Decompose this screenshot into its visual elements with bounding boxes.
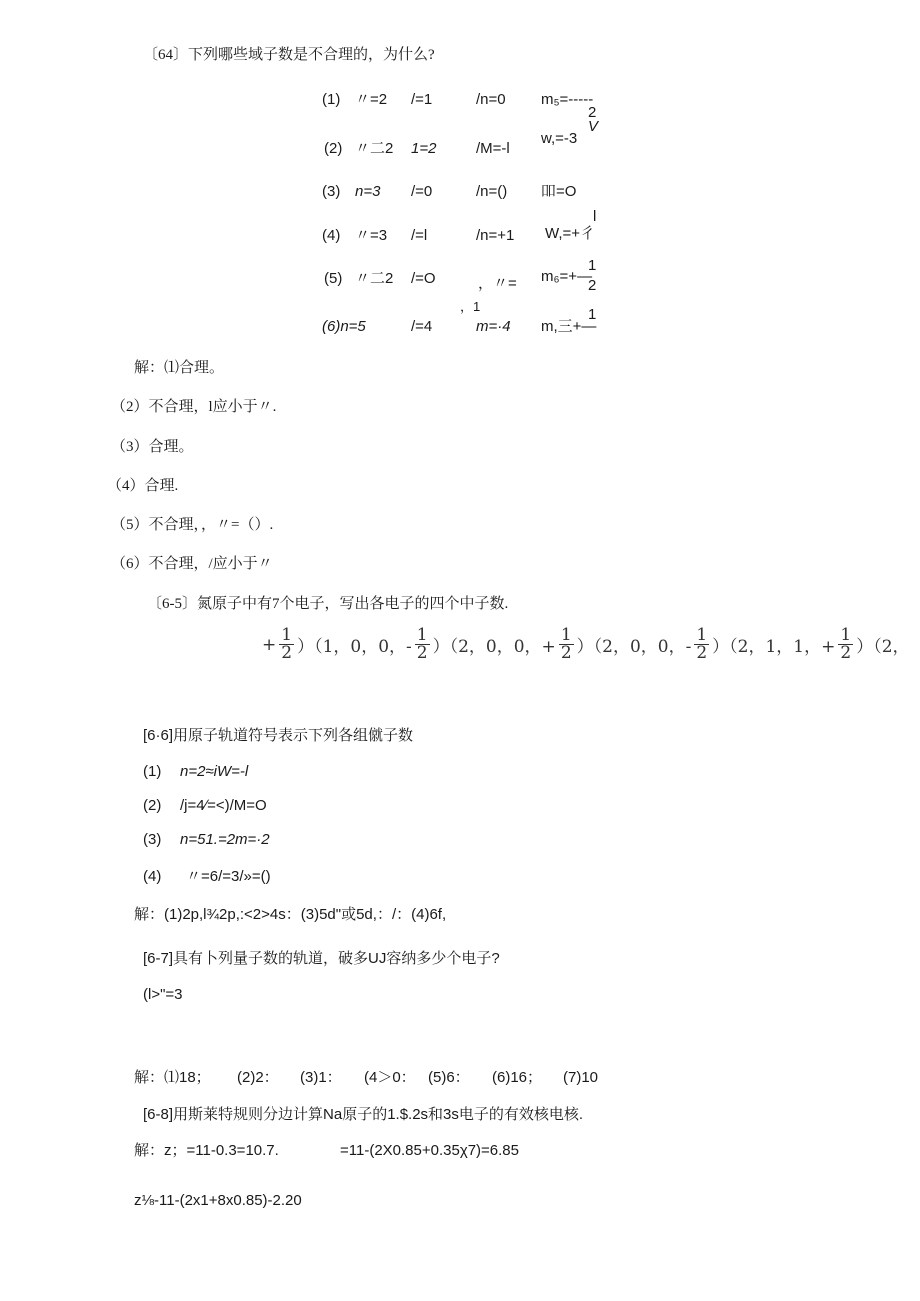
q64-r4-c2: 〃=3: [355, 227, 388, 244]
q64-r4-c4: /n=+1: [476, 227, 515, 244]
q64-answer-3: （3）合理。: [111, 439, 194, 455]
q64-answer-5: （5）不合理，，〃=（）.: [111, 517, 274, 533]
q67-answer-4: (4＞0：: [364, 1069, 416, 1086]
q64-r3-c3: /=0: [411, 183, 433, 200]
q64-r3-c5: 吅=O: [541, 183, 577, 200]
q64-r3-c2: n=3: [355, 183, 381, 200]
q65-seg4-den: 2: [696, 643, 708, 663]
q64-r6-c1: (6)n=5: [322, 318, 366, 335]
q64-answer-2: （2）不合理，l应小于〃.: [111, 399, 277, 415]
q67-answer-6: (6)16；: [492, 1069, 543, 1086]
q66-item4-text: 〃=6/=3/»=(): [186, 868, 271, 885]
q65-seg2-den: 2: [416, 643, 428, 663]
q64-r5-c5: m₆=+—: [541, 268, 593, 285]
q64-r5-c6: 1: [588, 257, 597, 274]
q66-item2-num: (2): [143, 797, 162, 814]
q64-r2-c5: w,=-3: [541, 130, 578, 147]
q64-r6-c5: m,三+—: [541, 318, 597, 335]
q64-answer-1: 解：⑴合理。: [134, 360, 225, 376]
q67-header: [6-7]具有卜列量子数的轨道，破多UJ容纳多少个电子?: [143, 950, 500, 967]
q67-answer-2: (2)2：: [237, 1069, 279, 1086]
q66-item2-text: /j=4∕=<)/M=O: [180, 797, 267, 814]
q67-answer-3: (3)1：: [300, 1069, 342, 1086]
q65-seg1-frac: [279, 627, 294, 662]
q66-item1-text: n=2≈iW=-l: [180, 763, 249, 780]
q64-r1-c1: (1): [322, 91, 341, 108]
q64-r1-c6: 2: [588, 104, 597, 121]
q67-answer-7: (7)10: [563, 1069, 599, 1086]
q68-line1-b: =11-(2X0.85+0.35χ7)=6.85: [340, 1142, 519, 1159]
q66-item4-num: (4): [143, 868, 162, 885]
q64-r1-c4: /n=0: [476, 91, 506, 108]
q65-seg5-post: ）（2，: [856, 637, 910, 657]
q67-answer-5: (5)6：: [428, 1069, 470, 1086]
q64-r2-c3: 1=2: [411, 140, 437, 157]
q64-r1-c2: 〃=2: [355, 91, 388, 108]
q66-header: [6·6]用原子轨道符号表示下列各组僦子数: [143, 727, 414, 744]
q64-r5-c4: ，〃=: [478, 275, 517, 292]
q64-r5-c3: /=O: [411, 270, 436, 287]
q66-item3-text: n=51.=2m=·2: [180, 831, 270, 848]
q64-r5-c1: (5): [324, 270, 343, 287]
q65-seg5-den: 2: [840, 643, 852, 663]
q64-r4-c6: l: [593, 208, 597, 225]
q64-answer-6: （6）不合理，/应小于〃: [111, 556, 273, 572]
q64-r5-c7: 2: [588, 277, 597, 294]
q65-seg3-num: 1: [560, 625, 572, 645]
q64-r3-c1: (3): [322, 183, 341, 200]
q64-r6-c4: m=·4: [476, 318, 511, 335]
q64-r2-c1: (2): [324, 140, 343, 157]
q65-seg3-frac: [559, 627, 574, 662]
q64-r2-c2: 〃二2: [355, 140, 394, 157]
q68-header: [6-8]用斯莱特规则分边计算Na原子的1.$.2s和3s电子的有效核电核.: [143, 1106, 584, 1123]
q67-answer-1: 解：⑴18；: [134, 1069, 211, 1086]
q65-seg3-den: 2: [560, 643, 572, 663]
q65-seg2-num: 1: [416, 625, 428, 645]
q65-quantum-numbers: [262, 627, 910, 662]
q64-r2-c6: V: [588, 118, 599, 135]
q64-r6-c3: /=4: [411, 318, 433, 335]
q65-seg5-num: 1: [840, 625, 852, 645]
q66-answer: 解：(1)2p,l¾2p,:<2>4s：(3)5d"或5d,：/：(4)6f,: [134, 906, 447, 923]
q64-r4-c5: W,=+彳: [545, 225, 596, 242]
q64-r5-c2: 〃二2: [355, 270, 394, 287]
q64-r6-c6: 1: [588, 306, 597, 323]
q65-header: 〔6-5〕氮原子中有7个电子，写出各电子的四个中子数.: [147, 596, 509, 612]
q65-seg2-frac: [415, 627, 430, 662]
q68-line2: z⅛-11-(2x1+8x0.85)-2.20: [134, 1192, 302, 1209]
q64-header: 〔64〕下列哪些域子数是不合理的，为什么?: [143, 47, 435, 63]
q65-seg2-post: ）（2，0，0，+: [432, 637, 556, 657]
q65-seg5-frac: [838, 627, 853, 662]
q64-r4-c1: (4): [322, 227, 341, 244]
q66-item1-num: (1): [143, 763, 162, 780]
q65-seg1-post: ）（1，0，0，-: [297, 637, 412, 657]
q65-seg1-num: 1: [281, 625, 293, 645]
q65-seg4-num: 1: [696, 625, 708, 645]
q65-seg4-post: ）（2，1，1，+: [712, 637, 836, 657]
q64-r1-c5: m₅=-----: [541, 91, 594, 108]
q66-item3-num: (3): [143, 831, 162, 848]
q64-r4-c3: /=l: [411, 227, 428, 244]
q64-r2-c4: /M=-l: [476, 140, 510, 157]
q68-line1-a: 解：z；=11-0.3=10.7.: [134, 1142, 279, 1159]
q64-r1-c3: /=1: [411, 91, 433, 108]
q65-seg1-pre: +: [262, 634, 277, 655]
q67-sub: (l>"=3: [143, 986, 183, 1003]
q65-seg1-den: 2: [281, 643, 293, 663]
q64-answer-4: （4）合理.: [107, 478, 179, 494]
q65-seg3-post: ）（2，0，0，-: [576, 637, 692, 657]
q64-r5-c8: ，1: [460, 299, 481, 314]
q64-r3-c4: /n=(): [476, 183, 508, 200]
q65-seg4-frac: [694, 627, 709, 662]
